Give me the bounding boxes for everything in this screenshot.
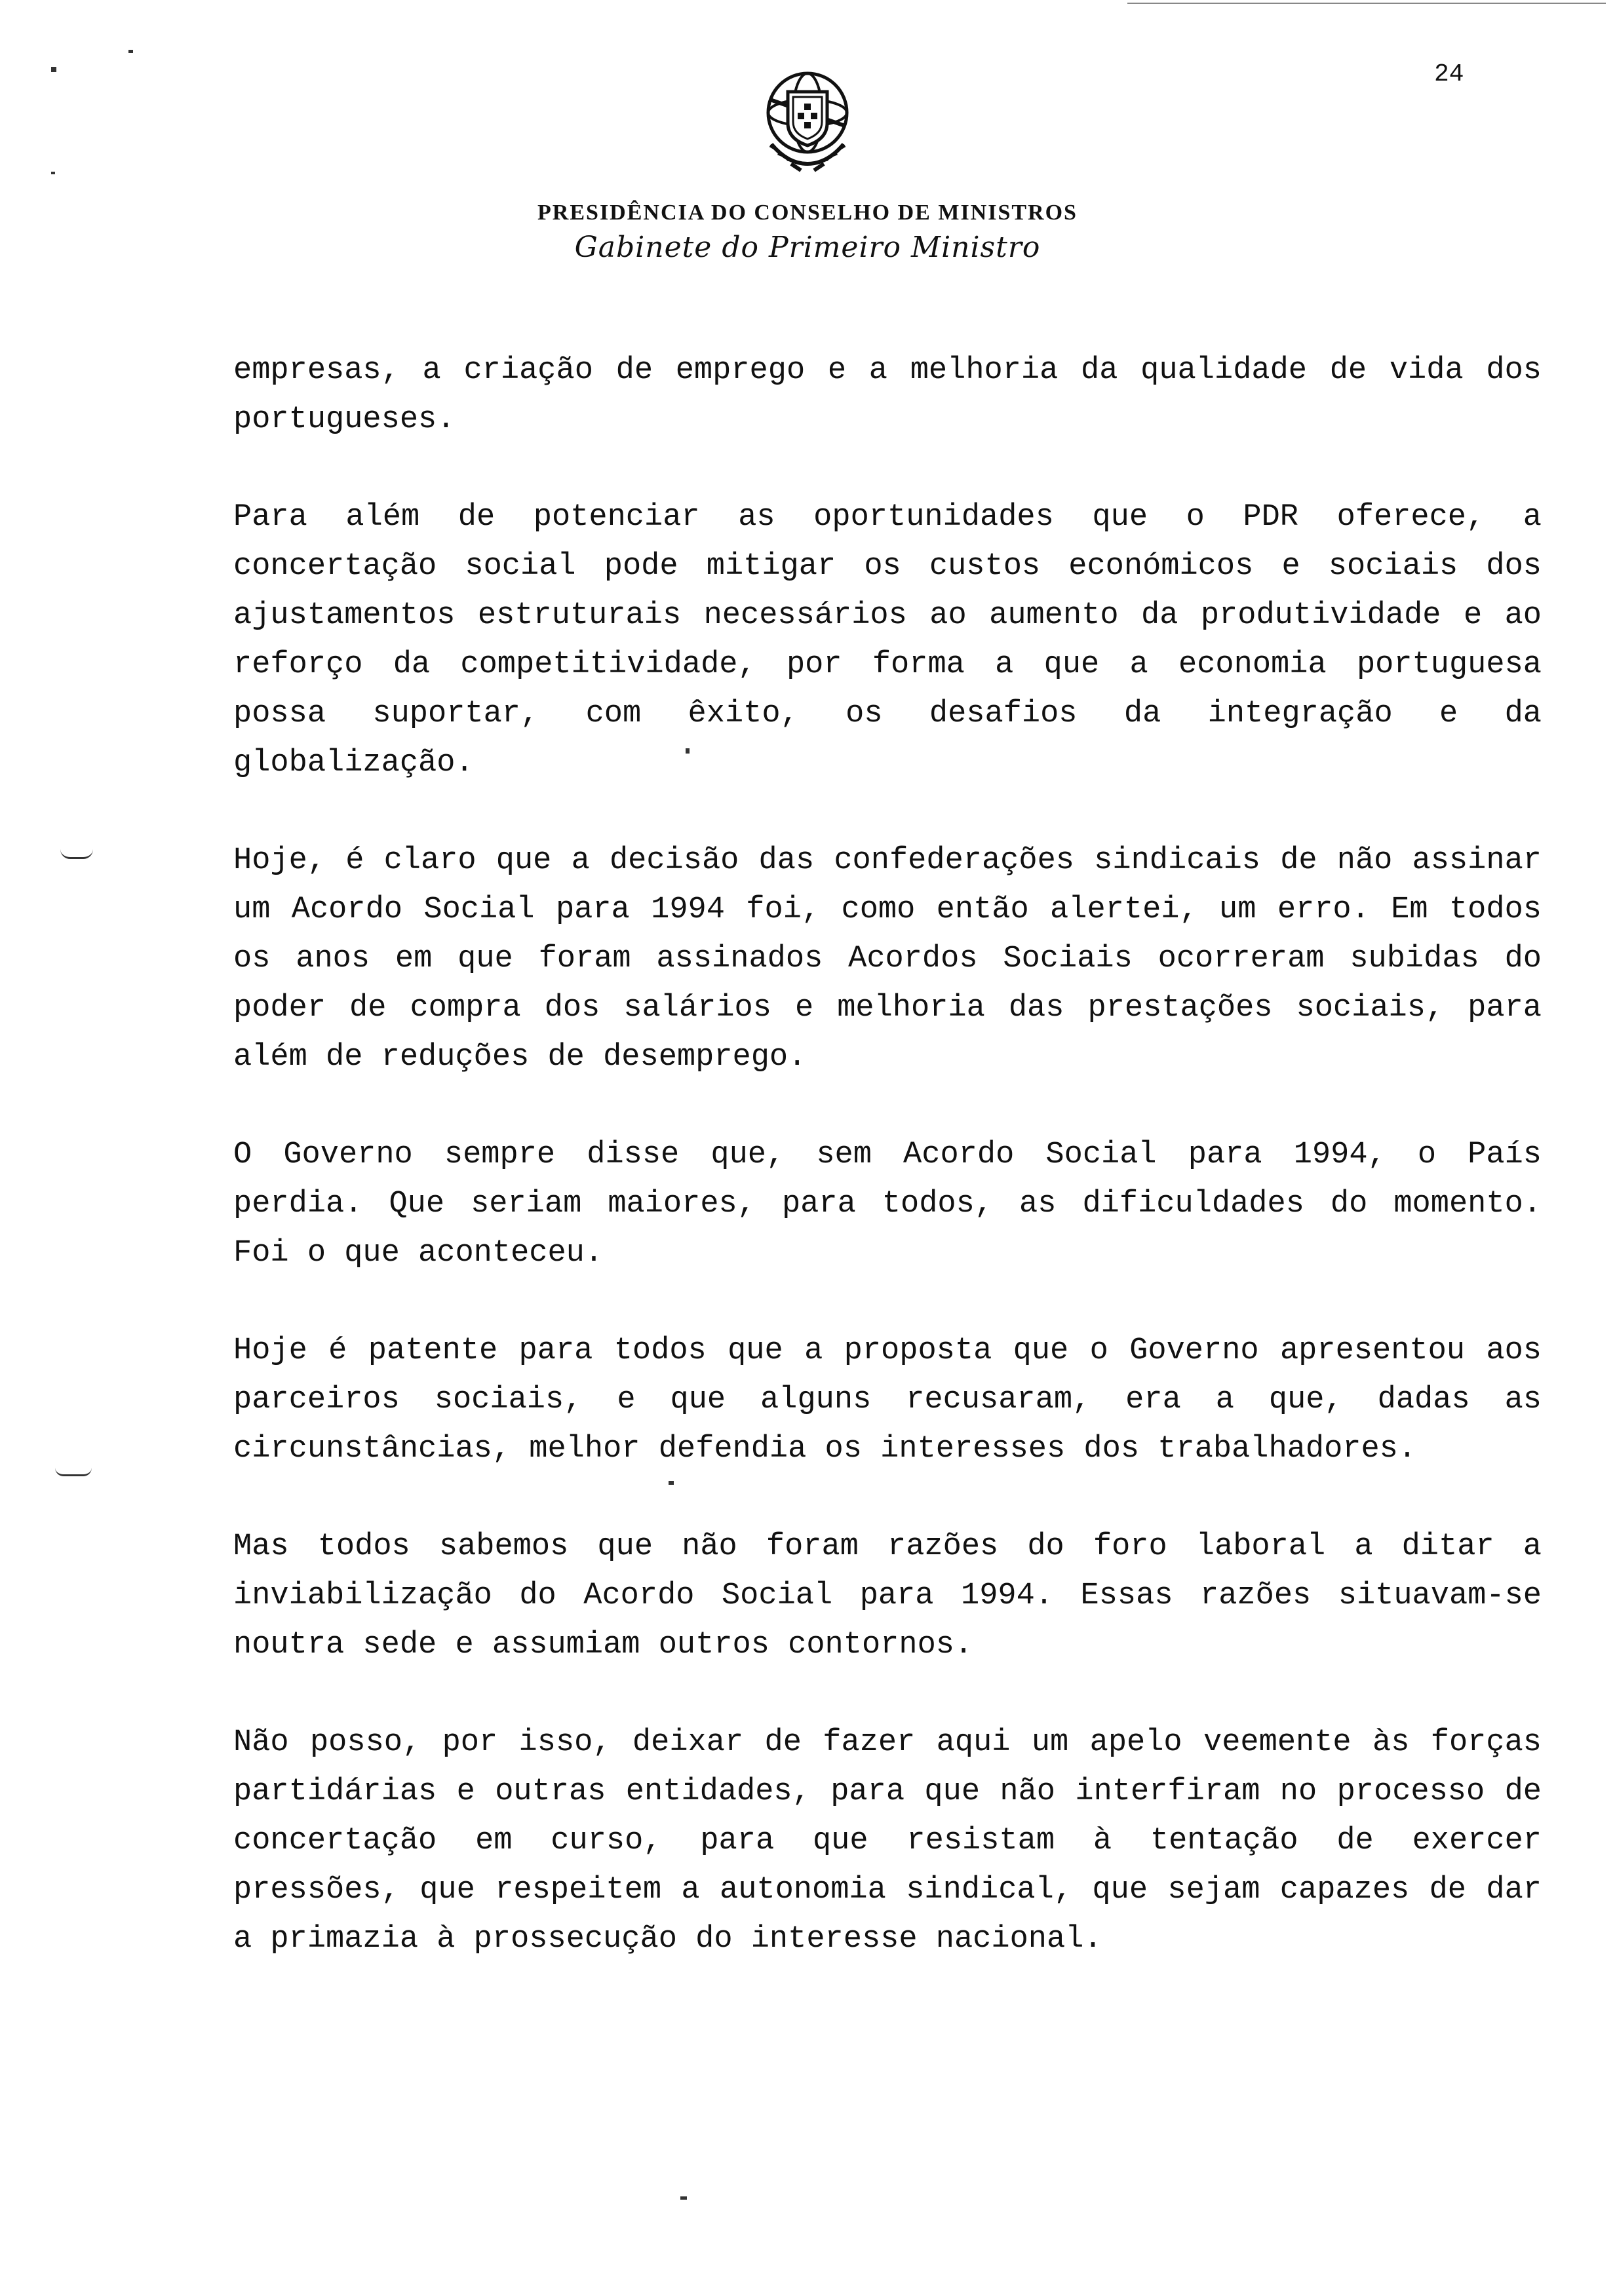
page-number: 24 [1434,60,1464,88]
scan-speck [669,1481,674,1485]
scan-line [1127,3,1606,4]
portuguese-coat-of-arms-icon [752,66,863,177]
paragraph: O Governo sempre disse que, sem Acordo Social para 1994, o País perdia. Que seriam maiores, para todos, as dificuldades do momento. Foi o que aconteceu. [233,1138,1542,1271]
scan-speck [128,50,133,53]
paragraph: Mas todos sabemos que não foram razões do foro laboral a ditar a inviabilização do Acordo Social para 1994. Essas razões situavam-se noutra sede e assumiam outros contornos. [233,1529,1542,1662]
paragraph: Hoje, é claro que a decisão das confederações sindicais de não assinar um Acordo Social para 1994 foi, como então alertei, um erro. Em todos os anos em que foram assinados Acordos Sociais ocorreram subidas do poder de compra dos salários e melhoria das prestações sociais, para além de reduções de desemprego. [233,843,1542,1075]
scan-speck [51,172,55,174]
paragraph: Para além de potenciar as oportunidades que o PDR oferece, a concertação social pode mitigar os custos económicos e sociais dos ajustamentos estruturais necessários ao aumento da produtividade e ao reforço da competitividade, por forma a que a economia portuguesa possa suportar, com êxito, os desafios da integração e da globalização. [233,500,1542,780]
scan-speck [686,748,690,754]
institution-name: PRESIDÊNCIA DO CONSELHO DE MINISTROS [537,201,1078,225]
scan-speck [680,2196,687,2200]
scan-speck [51,67,56,72]
document-body [233,346,1542,2012]
paragraph: empresas, a criação de emprego e a melhoria da qualidade de vida dos portugueses. [233,353,1542,437]
letterhead [0,66,1615,264]
binding-mark [55,1468,92,1476]
office-name: Gabinete do Primeiro Ministro [574,231,1041,264]
binding-mark [60,849,93,859]
paragraph: Hoje é patente para todos que a proposta que o Governo apresentou aos parceiros sociais, e que alguns recusaram, era a que, dadas as circunstâncias, melhor defendia os interesses dos trabalhadores. [233,1333,1542,1466]
paragraph: Não posso, por isso, deixar de fazer aqui um apelo veemente às forças partidárias e outras entidades, para que não interfiram no processo de concertação em curso, para que resistam à tentação de exercer pressões, que respeitem a autonomia sindical, que sejam capazes de dar a primazia à prossecução do interesse nacional. [233,1725,1542,1957]
